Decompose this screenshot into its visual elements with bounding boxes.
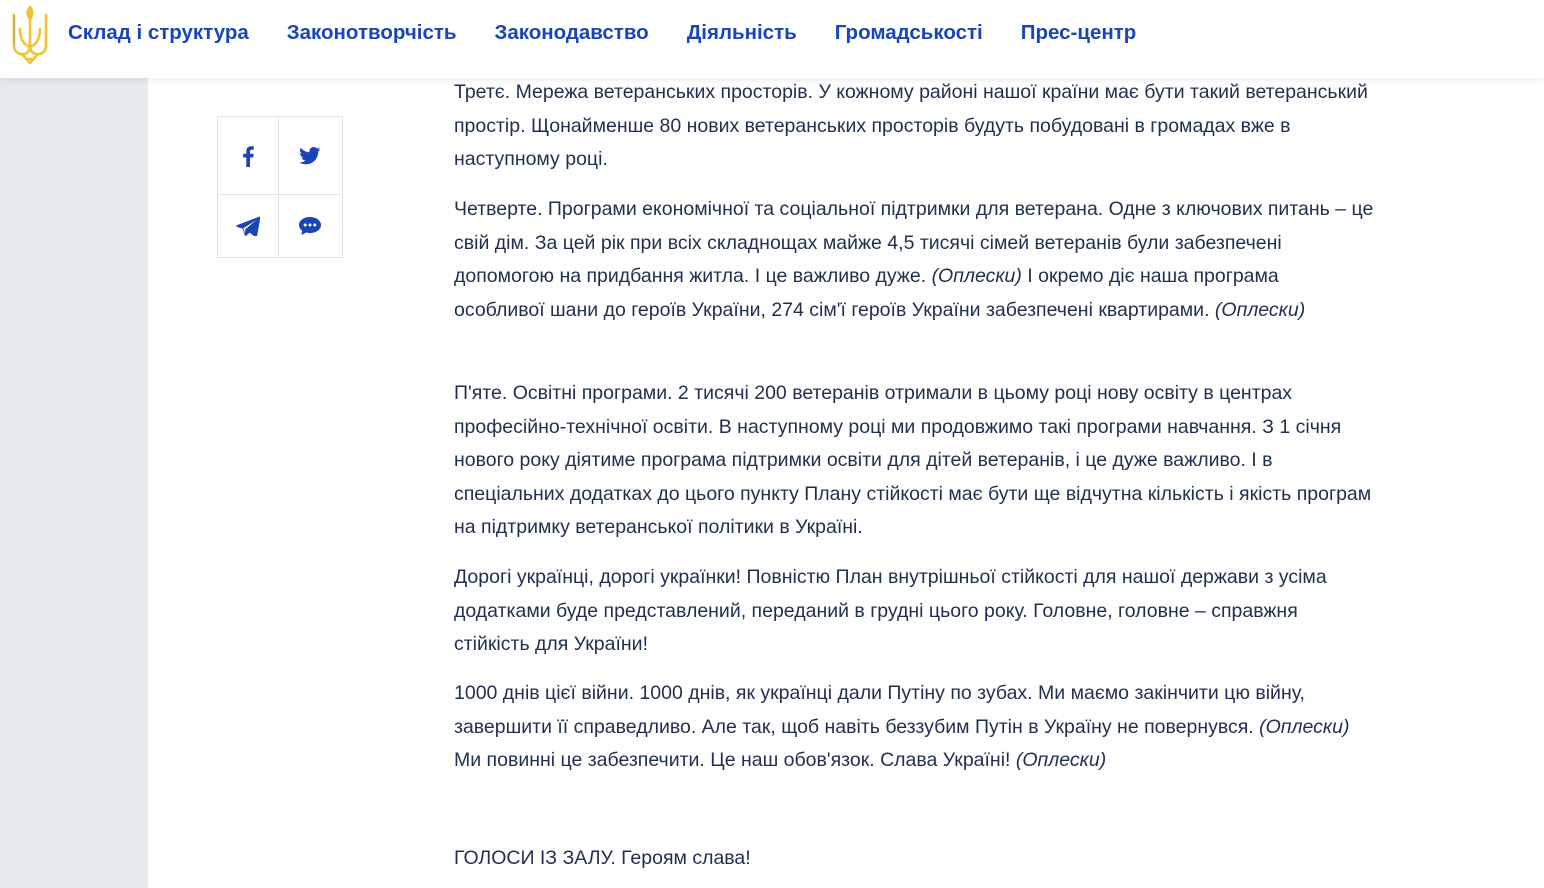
nav-item-lawmaking[interactable]: Законотворчість	[286, 21, 457, 44]
main-nav	[68, 0, 1174, 66]
trident-logo-icon[interactable]	[10, 5, 50, 67]
nav-item-press-center[interactable]: Прес-центр	[1020, 21, 1137, 44]
nav-item-public[interactable]: Громадськості	[834, 21, 983, 44]
share-twitter-button[interactable]	[279, 117, 341, 195]
paragraph-voices-from-hall: ГОЛОСИ ІЗ ЗАЛУ. Героям слава!	[454, 847, 751, 869]
share-comment-button[interactable]	[279, 195, 341, 256]
telegram-icon	[236, 216, 260, 236]
facebook-icon	[241, 145, 255, 167]
applause-note: (Оплески)	[1214, 298, 1306, 321]
applause-note: (Оплески)	[1259, 715, 1350, 738]
twitter-icon	[299, 147, 321, 165]
applause-note: (Оплески)	[1015, 749, 1107, 771]
paragraph-veteran-spaces: Третє. Мережа ветеранських просторів. У кожному районі нашої країни має бути такий ветеранський простір. Щонайменше 80 нових ветеранських просторів будуть побудовані в громадах вже в наступному році.	[454, 81, 1368, 170]
applause-note: (Оплески)	[931, 265, 1022, 287]
paragraph-resilience-plan: Дорогі українці, дорогі українки! Повністю План внутрішньої стійкості для нашої держави з усіма додатками буде представлений, переданий в грудні цього року. Головне, головне – справжня стійкість для України!	[454, 566, 1327, 655]
share-panel	[217, 116, 343, 258]
paragraph-economic-support: Четверте. Програми економічної та соціальної підтримки для ветерана. Одне з ключових питань – це свій дім. За цей рік при всіх складнощах майже 4,5 тисячі сімей ветеранів були забезпечені допомогою на придбання житла. І це важливо дуже. (Оплески) І окремо діє наша програма особливої шани до героїв України, 274 сім'ї героїв України забезпечені квартирами. (Оплески)	[454, 198, 1374, 321]
nav-item-activity[interactable]: Діяльність	[686, 21, 797, 44]
paragraph-education: П'яте. Освітні програми. 2 тисячі 200 ветеранів отримали в цьому році нову освіту в центрах професійно-технічної освіти. В наступному році ми продовжимо такі програми навчання. З 1 січня нового року діятиме програма підтримки освіти для дітей ветеранів, і це дуже важливо. І в спеціальних додатках до цього пункту Плану стійкості має бути ще відчутна кількість і якість програм на підтримку ветеранської політики в Україні.	[454, 382, 1372, 538]
share-facebook-button[interactable]	[218, 117, 279, 195]
paragraph-1000-days: 1000 днів цієї війни. 1000 днів, як українці дали Путіну по зубах. Ми маємо закінчити цю війну, завершити її справедливо. Але так, щоб навіть беззубим Путін в Україну не повернувся. (Оплески) Ми повинні це забезпечити. Це наш обов'язок. Слава Україні! (Оплески)	[454, 682, 1350, 771]
comment-icon	[298, 216, 322, 236]
content-page	[148, 78, 1544, 888]
share-telegram-button[interactable]	[218, 195, 279, 256]
nav-item-legislation[interactable]: Законодавство	[494, 21, 649, 44]
site-header	[0, 0, 1544, 78]
nav-item-structure[interactable]: Склад і структура	[68, 21, 249, 44]
